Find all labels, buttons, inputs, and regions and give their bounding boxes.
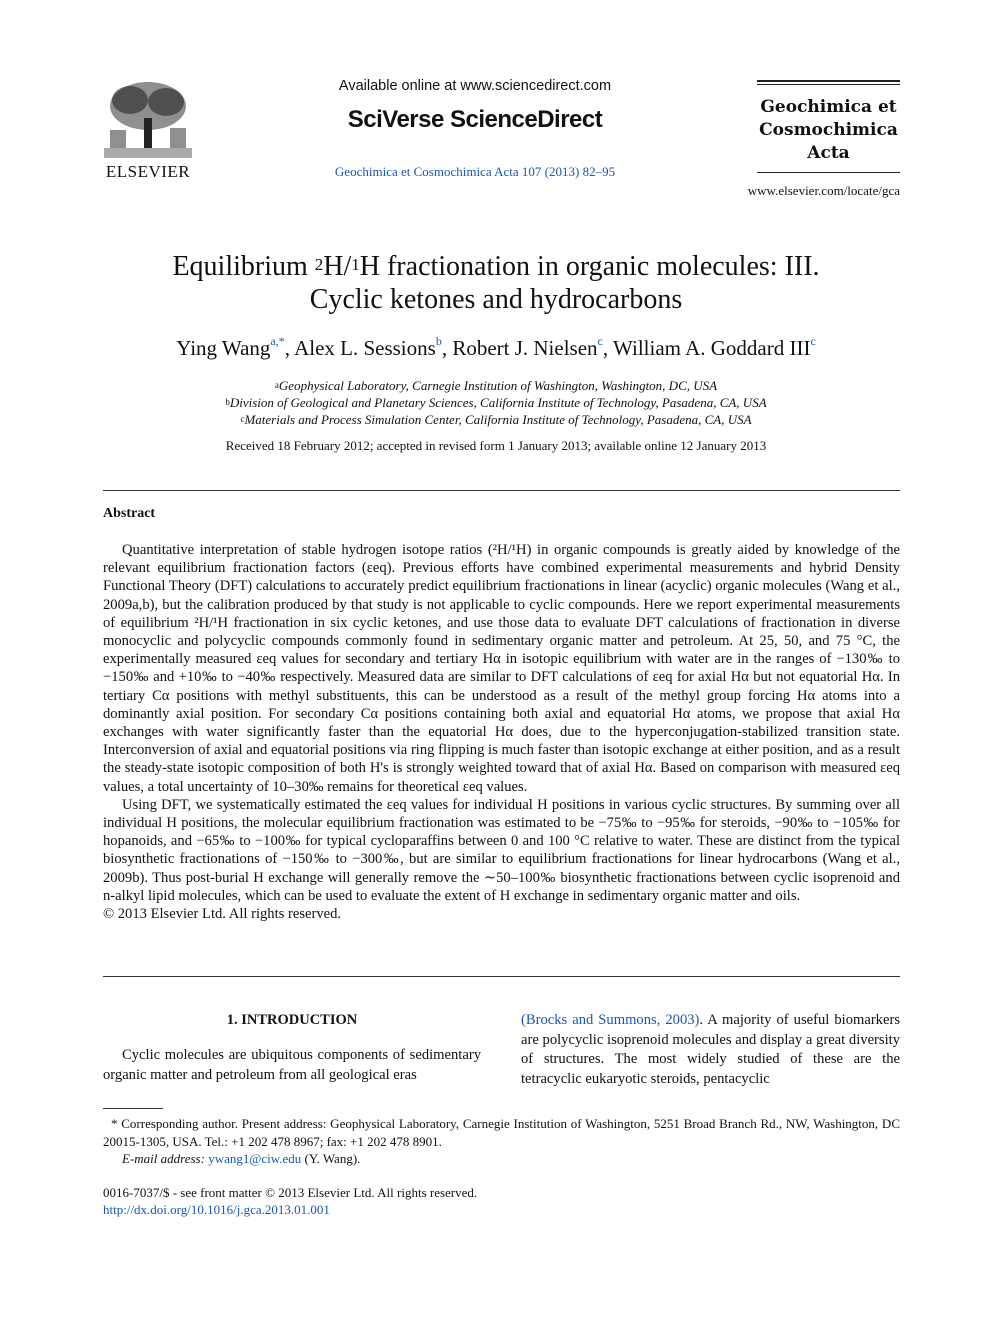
affiliation-mark: c (240, 414, 245, 424)
corresponding-author-note: * Corresponding author. Present address: Geophysical Laboratory, Carnegie Institution of Washington, 5251 Broad Branch Rd., NW, Washington, DC 20015-1305, USA. Tel.: +1 202 478 8967; fax: +1 202 478 8901. (103, 1116, 900, 1149)
journal-title-line: Geochimica et (760, 97, 897, 117)
doi-link[interactable]: http://dx.doi.org/10.1016/j.gca.2013.01.001 (103, 1202, 330, 1217)
section-heading-introduction: 1. INTRODUCTION (226, 1012, 358, 1028)
email-suffix: (Y. Wang). (301, 1151, 361, 1166)
affiliation-text: Division of Geological and Planetary Sciences, California Institute of Technology, Pasadena, CA, USA (229, 395, 767, 410)
issn-info (103, 1184, 477, 1218)
author-affiliation-mark[interactable]: c (810, 334, 816, 348)
affiliations (90, 377, 902, 428)
title-text: Cyclic ketones and hydrocarbons (309, 284, 683, 315)
sciverse-logo-text: SciVerse ScienceDirect (347, 106, 603, 133)
title-superscript: 1 (351, 255, 360, 274)
affiliation-text: Geophysical Laboratory, Carnegie Institution of Washington, Washington, DC, USA (278, 378, 718, 393)
author-name[interactable]: Ying Wang (176, 336, 271, 360)
publisher-name: ELSEVIER (105, 162, 191, 181)
affiliation-mark: b (225, 397, 230, 407)
journal-title (757, 96, 900, 165)
abstract-heading: Abstract (103, 506, 156, 521)
journal-title-line: Acta (807, 143, 850, 163)
citation-link[interactable]: (Brocks and Summons, 2003) (521, 1012, 700, 1028)
title-text: H/ (323, 251, 352, 282)
abstract-body (103, 541, 900, 923)
received-dates: Received 18 February 2012; accepted in revised form 1 January 2013; available online 12 January 2013 (225, 438, 767, 453)
footnote-rule (103, 1108, 163, 1109)
author-affiliation-mark[interactable]: a,* (270, 334, 285, 348)
title-superscript: 2 (314, 255, 324, 274)
footnote (103, 1115, 900, 1168)
divider (103, 490, 900, 491)
author-list (90, 336, 902, 361)
email-label: E-mail address: (122, 1151, 205, 1166)
available-online-text: Available online at www.sciencedirect.com (338, 78, 612, 94)
abstract-paragraph: Using DFT, we systematically estimated the εeq values for individual H positions in various cyclic structures. By summing over all individual H positions, the molecular equilibrium fractionation was estimated to be −75‰ to −95‰ for steroids, −90‰ to −105‰ for hopanoids, and −65‰ to −100‰ for typical cycloparaffins between 0 and 100 °C relative to water. These are distinct from the typical biosynthetic fractionations of −150‰ to −300‰, but are similar to equilibrium fractionations for linear hydrocarbons (Wang et al., 2009b). Thus post-burial H exchange will generally remove the ∼50–100‰ biosynthetic fractionations between cyclic isoprenoid and n-alkyl lipid molecules, which can be used to evaluate the extent of H exchange in sedimentary organic matter and oils. (103, 796, 900, 904)
affiliation-line (90, 377, 902, 394)
author-separator: , (602, 336, 613, 360)
intro-right-column (521, 1011, 900, 1089)
affiliation-mark: a (274, 380, 279, 390)
author-name[interactable]: Robert J. Nielsen (452, 336, 598, 360)
author-affiliation-mark[interactable]: b (435, 334, 442, 348)
title-text: H fractionation in organic molecules: III. (359, 251, 820, 282)
intro-left-column: Cyclic molecules are ubiquitous components of sedimentary organic matter and petroleum from all geological eras (103, 1047, 481, 1083)
journal-title-rule (757, 172, 900, 173)
author-name[interactable]: Alex L. Sessions (294, 336, 436, 360)
journal-title-rule (757, 80, 900, 82)
journal-citation-link[interactable]: Geochimica et Cosmochimica Acta 107 (2013) 82–95 (334, 164, 616, 179)
divider (103, 976, 900, 977)
abstract-paragraph: Quantitative interpretation of stable hydrogen isotope ratios (²H/¹H) in organic compounds is greatly aided by knowledge of the relevant equilibrium fractionation factors (εeq). Previous efforts have combined experimental measurements and hybrid Density Functional Theory (DFT) calculations to accurately predict equilibrium fractionations in linear (acyclic) organic molecules (Wang et al., 2009a,b), but the calibration produced by that study is not applicable to cyclic compounds. Here we report experimental measurements of equilibrium ²H/¹H fractionation in six cyclic ketones, and use those data to evaluate DFT calculations of fractionation in diverse monocyclic and polycyclic compounds commonly found in sedimentary organic matter and petroleum. At 25, 50, and 75 °C, the experimentally measured εeq values for secondary and tertiary Hα in isotopic equilibrium with water are in the ranges of −130‰ to −150‰ and +10‰ to −40‰ respectively. Measured data are similar to DFT calculations of εeq for axial Hα but not equatorial Hα. In tertiary Cα positions with methyl substituents, this can be understood as a result of the methyl group forcing Hα atoms into a dominantly axial position. For secondary Cα positions containing both axial and equatorial Hα atoms, we propose that axial Hα exchanges with water significantly faster than the equatorial Hα does, due to the hyperconjugation-stabilized transition state. Interconversion of axial and equatorial positions via ring flipping is much faster than isotopic exchange at either position, and as a result the steady-state isotopic composition of both H's is strongly weighted toward that of axial Hα. Based on comparison with measured εeq values, a total uncertainty of 10–30‰ remains for theoretical εeq values. (103, 542, 900, 795)
abstract-copyright: © 2013 Elsevier Ltd. All rights reserved. (103, 906, 342, 923)
issn-text: 0016-7037/$ - see front matter © 2013 Elsevier Ltd. All rights reserved. (103, 1185, 478, 1200)
author-separator: , (441, 336, 453, 360)
author-name[interactable]: William A. Goddard III (613, 336, 811, 360)
journal-url[interactable]: www.elsevier.com/locate/gca (747, 183, 900, 198)
journal-title-line: Cosmochimica (759, 120, 898, 140)
intro-text: . A majority of useful biomarkers are polycyclic isoprenoid molecules and display a great diversity of structures. The most widely studied of these are the tetracyclic eukaryotic steroids, pentacyclic (521, 1012, 900, 1087)
affiliation-line (90, 394, 902, 411)
article-title (90, 250, 902, 316)
title-text: Equilibrium (172, 251, 315, 282)
journal-title-rule (757, 84, 900, 85)
email-link[interactable]: ywang1@ciw.edu (208, 1151, 302, 1166)
author-affiliation-mark[interactable]: c (597, 334, 603, 348)
affiliation-text: Materials and Process Simulation Center, California Institute of Technology, Pasadena, CA, USA (244, 412, 752, 427)
author-separator: , (284, 336, 295, 360)
affiliation-line (90, 411, 902, 428)
